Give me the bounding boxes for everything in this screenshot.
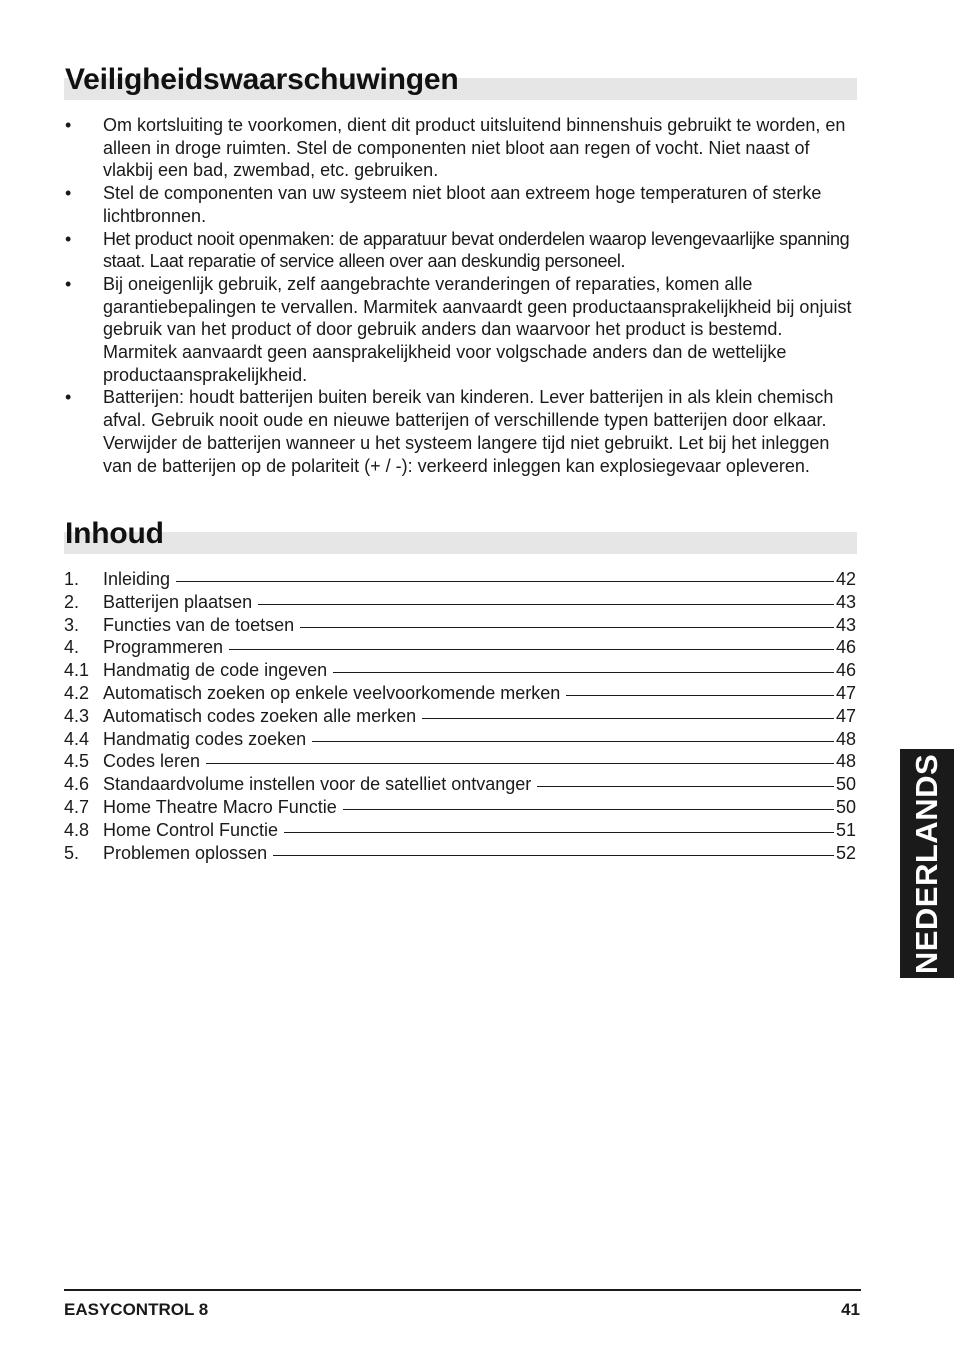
contents-title: Inhoud — [65, 517, 164, 550]
toc-leader-line — [312, 741, 834, 742]
toc-label: Codes leren — [103, 751, 201, 772]
toc-label: Programmeren — [103, 637, 224, 658]
warning-text: Het product nooit openmaken: de apparatuur bevat onderdelen waarop levengevaarlijke spanning staat. Laat reparatie of service alleen over aan deskundig personeel. — [103, 228, 850, 272]
toc-label: Batterijen plaatsen — [103, 591, 253, 612]
warning-text: Stel de componenten van uw systeem niet bloot aan extreem hoge temperaturen of sterke lichtbronnen. — [103, 183, 822, 226]
toc-page-number: 48 — [835, 728, 856, 749]
bullet-icon: • — [65, 115, 72, 135]
toc-entry — [64, 773, 856, 796]
toc-entry — [64, 705, 856, 728]
bullet-icon: • — [65, 228, 72, 249]
toc-page-number: 51 — [835, 819, 856, 840]
toc-entry — [64, 842, 856, 865]
warning-item — [64, 182, 859, 227]
toc-entry — [64, 819, 856, 842]
toc-entry — [64, 614, 856, 637]
toc-number: 2. — [64, 591, 80, 612]
table-of-contents — [64, 568, 856, 864]
toc-number: 4.8 — [64, 819, 90, 840]
toc-page-number: 47 — [835, 682, 856, 703]
toc-label: Inleiding — [103, 569, 171, 589]
toc-label: Automatisch codes zoeken alle merken — [103, 705, 417, 726]
toc-page-number: 50 — [835, 796, 856, 817]
toc-leader-line — [422, 718, 834, 719]
toc-leader-line — [284, 832, 834, 833]
toc-page-number: 43 — [835, 614, 856, 635]
footer-product-name: EASYCONTROL 8 — [64, 1300, 209, 1319]
toc-page-number: 52 — [835, 842, 856, 863]
toc-leader-line — [176, 581, 834, 582]
toc-label: Home Theatre Macro Functie — [103, 796, 337, 817]
toc-number: 4.2 — [64, 682, 90, 703]
language-tab-label: NEDERLANDS — [909, 753, 945, 974]
toc-entry — [64, 682, 856, 705]
toc-entry — [64, 750, 856, 773]
toc-entry — [64, 636, 856, 659]
toc-entry — [64, 659, 856, 682]
bullet-icon: • — [65, 273, 72, 294]
warning-text: Batterijen: houdt batterijen buiten bereik van kinderen. Lever batterijen in als klein chemisch afval. Gebruik nooit oude en nieuwe batterijen of verschillende typen batterijen door elkaar. Verwijder de batterijen wanneer u het systeem langere tijd niet gebruikt. Let bij het inleggen van de batterijen op de polariteit (+ / -): verkeerd inleggen kan explosiegevaar opleveren. — [103, 387, 834, 476]
toc-number: 4.6 — [64, 774, 90, 795]
toc-number: 4.7 — [64, 796, 90, 817]
toc-label: Problemen oplossen — [103, 842, 268, 863]
toc-leader-line — [333, 672, 834, 673]
toc-number: 4.1 — [64, 660, 90, 681]
safety-title: Veiligheidswaarschuwingen — [65, 63, 459, 96]
warning-text: Om kortsluiting te voorkomen, dient dit product uitsluitend binnenshuis gebruikt te worden, en alleen in droge ruimten. Stel de componenten niet bloot aan regen of vocht. Niet naast of vlakbij een bad, zwembad, etc. gebruiken. — [103, 115, 846, 181]
toc-page-number: 43 — [835, 591, 856, 612]
toc-leader-line — [537, 786, 834, 787]
toc-leader-line — [343, 809, 834, 810]
toc-entry — [64, 796, 856, 819]
toc-leader-line — [273, 855, 834, 856]
warning-text: Bij oneigenlijk gebruik, zelf aangebrachte veranderingen of reparaties, komen alle garantiebepalingen te vervallen. Marmitek aanvaardt geen productaansprakelijkheid bij onjuist gebruik van het product of door gebruik anders dan waarvoor het product is bestemd. Marmitek aanvaardt geen aansprakelijkheid voor volgschade anders dan de wettelijke productaansprakelijkheid. — [103, 273, 852, 385]
toc-page-number: 46 — [835, 637, 856, 658]
toc-label: Handmatig de code ingeven — [103, 660, 328, 681]
toc-number: 4. — [64, 637, 80, 658]
toc-leader-line — [258, 604, 834, 605]
toc-page-number: 47 — [835, 705, 856, 726]
toc-label: Handmatig codes zoeken — [103, 728, 307, 749]
safety-section-header — [64, 56, 857, 100]
warning-item — [64, 386, 859, 477]
toc-entry — [64, 728, 856, 751]
toc-entry — [64, 591, 856, 614]
toc-label: Automatisch zoeken op enkele veelvoorkomende merken — [103, 682, 561, 703]
toc-leader-line — [206, 763, 834, 764]
language-side-tab — [900, 749, 954, 978]
toc-number: 4.4 — [64, 728, 90, 749]
bullet-icon: • — [65, 183, 72, 204]
toc-entry — [64, 568, 856, 591]
toc-number: 5. — [64, 842, 80, 863]
bullet-icon: • — [65, 387, 72, 408]
footer-page-number: 41 — [841, 1300, 860, 1319]
toc-label: Standaardvolume instellen voor de satelliet ontvanger — [103, 774, 532, 795]
toc-page-number: 46 — [835, 660, 856, 681]
warning-item — [64, 273, 859, 387]
toc-leader-line — [229, 649, 834, 650]
toc-page-number: 42 — [835, 569, 856, 589]
toc-number: 4.5 — [64, 751, 90, 772]
toc-number: 3. — [64, 614, 80, 635]
toc-page-number: 50 — [835, 774, 856, 795]
section-header-bar — [64, 532, 857, 554]
contents-section-header — [64, 510, 857, 554]
toc-leader-line — [566, 695, 834, 696]
footer-rule — [64, 1289, 861, 1291]
toc-page-number: 48 — [835, 751, 856, 772]
toc-label: Home Control Functie — [103, 819, 279, 840]
toc-number: 4.3 — [64, 705, 90, 726]
toc-leader-line — [300, 627, 834, 628]
toc-label: Functies van de toetsen — [103, 614, 295, 635]
warning-item — [64, 114, 859, 182]
warning-item — [64, 228, 859, 273]
safety-warnings-list — [64, 114, 859, 477]
toc-number: 1. — [64, 569, 80, 589]
